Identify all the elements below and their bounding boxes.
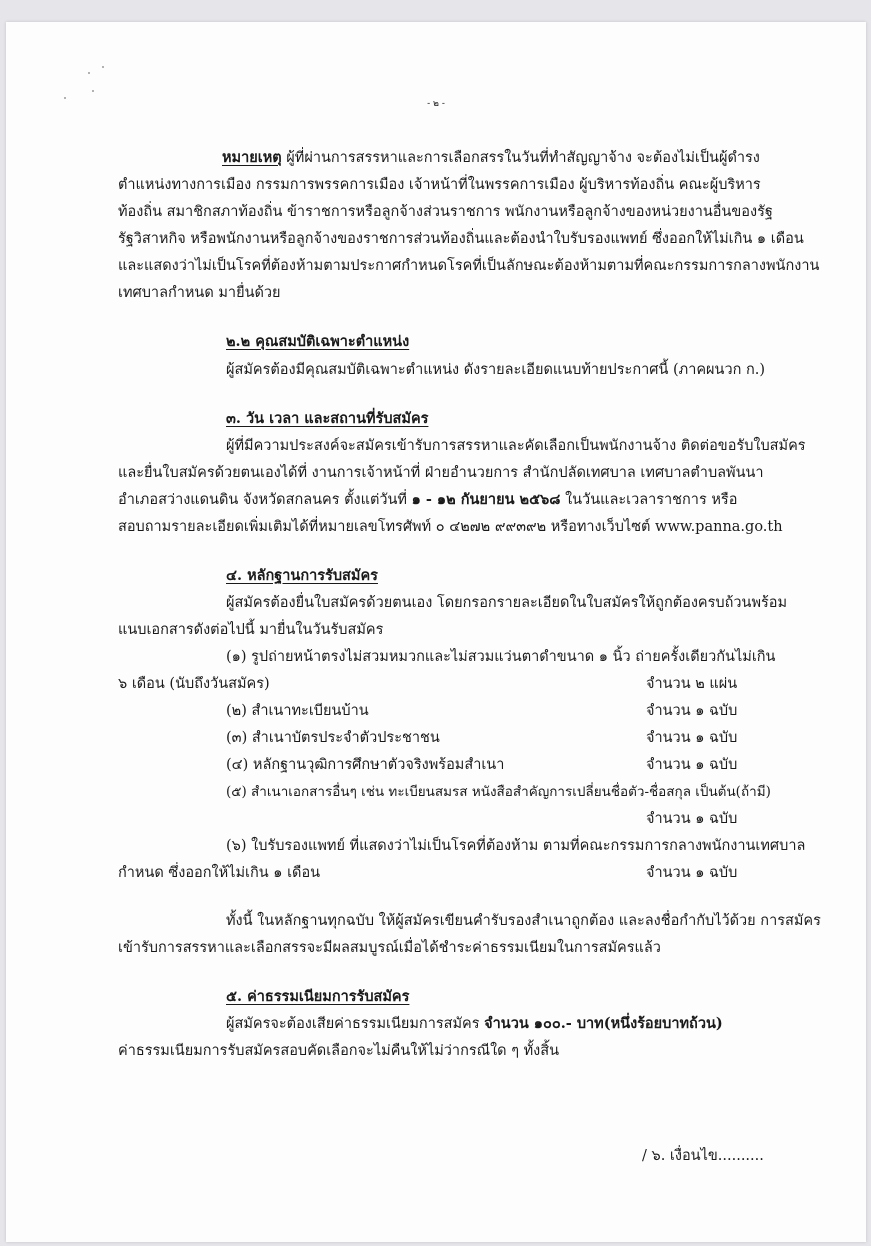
note-line: และแสดงว่าไม่เป็นโรคที่ต้องห้ามตามประกาศกำหนดโรคที่เป็นลักษณะต้องห้ามตามที่คณะกรรมการกลางพนักงาน <box>118 258 820 274</box>
item-amount: จำนวน ๑ ฉบับ <box>646 730 738 746</box>
contact-line: สอบถามรายละเอียดเพิ่มเติมได้ที่หมายเลขโทรศัพท์ ๐ ๔๒๗๒ ๙๙๓๙๒ หรือทางเว็บไซต์ www.panna.go.th <box>118 519 783 535</box>
page-number: - ๒ - <box>427 99 445 109</box>
note-label: หมายเหตุ <box>222 149 282 166</box>
scan-speck <box>92 90 94 92</box>
application-dates: ๑ - ๑๒ กันยายน ๒๕๖๘ <box>411 491 561 508</box>
note-line: ตำแหน่งทางการเมือง กรรมการพรรคการเมือง เจ้าหน้าที่ในพรรคการเมือง ผู้บริหารท้องถิ่น คณะผู้บริหาร <box>118 177 761 193</box>
document-item: ๖ เดือน (นับถึงวันสมัคร) <box>118 676 270 692</box>
section-heading-4: ๔. หลักฐานการรับสมัคร <box>226 567 378 584</box>
fee-amount: จำนวน ๑๐๐.- บาท(หนึ่งร้อยบาทถ้วน) <box>484 1015 723 1032</box>
section-text: ค่าธรรมเนียมการรับสมัครสอบคัดเลือกจะไม่คืนให้ไม่ว่ากรณีใด ๆ ทั้งสิ้น <box>118 1043 559 1059</box>
note-line: ผู้ที่ผ่านการสรรหาและการเลือกสรรในวันที่ทำสัญญาจ้าง จะต้องไม่เป็นผู้ดำรง <box>286 150 760 166</box>
section-text: ทั้งนี้ ในหลักฐานทุกฉบับ ให้ผู้สมัครเขียนคำรับรองสำเนาถูกต้อง และลงชื่อกำกับไว้ด้วย การสมัคร <box>226 913 821 929</box>
note-line: ท้องถิ่น สมาชิกสภาท้องถิ่น ข้าราชการหรือลูกจ้างส่วนราชการ พนักงานหรือลูกจ้างของหน่วยงานอื่นของรัฐ <box>118 204 773 220</box>
section-text: และยื่นใบสมัครด้วยตนเองได้ที่ งานการเจ้าหน้าที่ ฝ่ายอำนวยการ สำนักปลัดเทศบาล เทศบาลตำบลพันนา <box>118 465 764 481</box>
section-heading-3: ๓. วัน เวลา และสถานที่รับสมัคร <box>226 410 429 427</box>
text-segment: ในวันและเวลาราชการ หรือ <box>565 492 738 508</box>
note-line: รัฐวิสาหกิจ หรือพนักงานหรือลูกจ้างของราชการส่วนท้องถิ่นและต้องนำใบรับรองแพทย์ ซึ่งออกให้ไม่เกิน ๑ เดือน <box>118 231 804 247</box>
scan-speck <box>88 72 90 74</box>
section-text: ผู้ที่มีความประสงค์จะสมัครเข้ารับการสรรหาและคัดเลือกเป็นพนักงานจ้าง ติดต่อขอรับใบสมัคร <box>226 438 806 454</box>
section-heading-2-2: ๒.๒ คุณสมบัติเฉพาะตำแหน่ง <box>226 333 410 350</box>
section-text: เข้ารับการสรรหาและเลือกสรรจะมีผลสมบูรณ์เมื่อได้ชำระค่าธรรมเนียมในการสมัครแล้ว <box>118 940 661 956</box>
item-amount: จำนวน ๑ ฉบับ <box>646 703 738 719</box>
scan-speck <box>102 66 104 68</box>
continuation-note: / ๖. เงื่อนไข.......... <box>642 1148 764 1164</box>
document-item: (๒) สำเนาทะเบียนบ้าน <box>226 703 369 719</box>
item-amount: จำนวน ๑ ฉบับ <box>646 865 738 881</box>
document-item: (๖) ใบรับรองแพทย์ ที่แสดงว่าไม่เป็นโรคที่ต้องห้าม ตามที่คณะกรรมการกลางพนักงานเทศบาล <box>226 838 806 854</box>
section-text: แนบเอกสารดังต่อไปนี้ มายื่นในวันรับสมัคร <box>118 622 384 638</box>
text-segment: อำเภอสว่างแดนดิน จังหวัดสกลนคร ตั้งแต่วันที่ <box>118 492 407 508</box>
document-item: กำหนด ซึ่งออกให้ไม่เกิน ๑ เดือน <box>118 865 321 881</box>
item-amount: จำนวน ๒ แผ่น <box>646 676 738 692</box>
document-item: (๑) รูปถ่ายหน้าตรงไม่สวมหมวกและไม่สวมแว่นตาดำขนาด ๑ นิ้ว ถ่ายครั้งเดียวกันไม่เกิน <box>226 649 776 665</box>
document-page <box>6 22 866 1242</box>
note-line: เทศบาลกำหนด มายื่นด้วย <box>118 285 281 301</box>
document-item: (๓) สำเนาบัตรประจำตัวประชาชน <box>226 730 440 746</box>
section-text <box>118 490 737 510</box>
section-text <box>226 1014 723 1034</box>
item-amount: จำนวน ๑ ฉบับ <box>646 811 738 827</box>
text-segment: ผู้สมัครจะต้องเสียค่าธรรมเนียมการสมัคร <box>226 1016 480 1032</box>
item-amount: จำนวน ๑ ฉบับ <box>646 757 738 773</box>
section-text: ผู้สมัครต้องยื่นใบสมัครด้วยตนเอง โดยกรอกรายละเอียดในใบสมัครให้ถูกต้องครบถ้วนพร้อม <box>226 595 788 611</box>
section-heading-5: ๕. ค่าธรรมเนียมการรับสมัคร <box>226 988 410 1005</box>
section-text: ผู้สมัครต้องมีคุณสมบัติเฉพาะตำแหน่ง ดังรายละเอียดแนบท้ายประกาศนี้ (ภาคผนวก ก.) <box>226 362 766 378</box>
document-item: (๕) สำเนาเอกสารอื่นๆ เช่น ทะเบียนสมรส หนังสือสำคัญการเปลี่ยนชื่อตัว-ชื่อสกุล เป็นต้น(ถ้ามี) <box>226 784 771 800</box>
document-item: (๔) หลักฐานวุฒิการศึกษาตัวจริงพร้อมสำเนา <box>226 757 505 773</box>
note-first-line <box>222 148 760 168</box>
